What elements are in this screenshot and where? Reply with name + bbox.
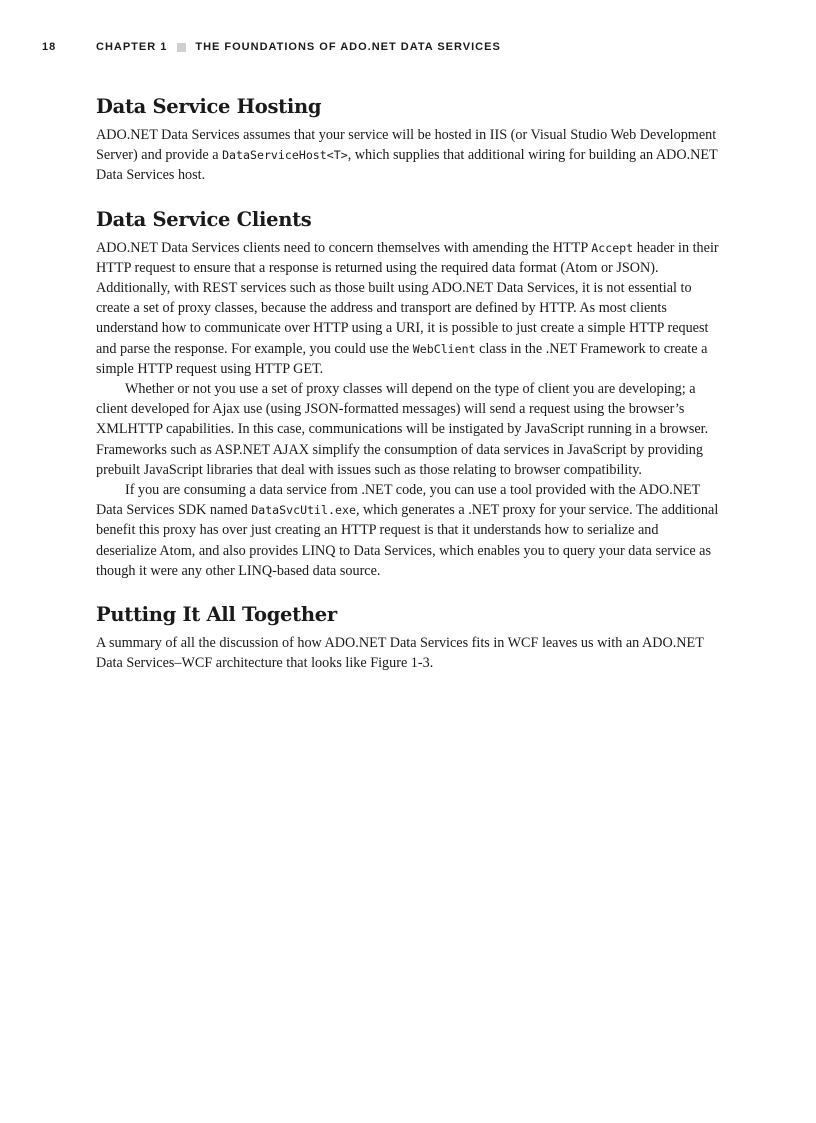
running-head xyxy=(42,41,501,53)
text-run: If you are consuming a data service from .NET code, you can use a tool provided with the ADO.NET Data Services SDK named xyxy=(96,482,701,519)
paragraph xyxy=(96,480,720,581)
page-body xyxy=(96,93,720,693)
section-putting-it-all-together xyxy=(96,601,720,673)
section-data-service-clients xyxy=(96,206,720,581)
paragraph: Whether or not you use a set of proxy classes will depend on the type of client you are developing; a client developed for Ajax use (using JSON-formatted messages) will send a request using the browser’s XMLHTTP capabilities. In this case, communications will be instigated by JavaScript running in a browser. Frameworks such as ASP.NET AJAX simplify the consumption of data services in JavaScript by providing prebuilt JavaScript libraries that deal with issues such as those relating to browser compatibility. xyxy=(96,381,709,478)
separator-square-icon xyxy=(177,43,186,52)
page-number: 18 xyxy=(42,41,57,53)
inline-code: DataServiceHost<T> xyxy=(222,148,348,163)
paragraph: A summary of all the discussion of how ADO.NET Data Services fits in WCF leaves us with an ADO.NET Data Services–WCF architecture that looks like Figure 1-3. xyxy=(96,635,704,672)
inline-code: WebClient xyxy=(412,341,476,356)
text-run: header in their HTTP request to ensure that a response is returned using the required data format (Atom or JSON). Additionally, with REST services such as those built using ADO.NET Data Services, it is not essential to create a set of proxy classes, because the address and transport are defined by HTTP. As most clients understand how to communicate over HTTP using a URI, it is possible to just create a simple HTTP request and parse the response. For example, you could use the xyxy=(96,239,719,357)
text-run: , which supplies that additional wiring for building an ADO.NET Data Services host. xyxy=(96,147,718,184)
section-heading: Data Service Clients xyxy=(96,207,312,231)
section-data-service-hosting xyxy=(96,93,720,186)
inline-code: DataSvcUtil.exe xyxy=(251,503,356,518)
text-run: , which generates a .NET proxy for your service. The additional benefit this proxy has over just creating an HTTP request is that it understands how to serialize and deserialize Atom, and also provides LINQ to Data Services, which enables you to query your data service as though it were any other LINQ-based data source. xyxy=(96,502,719,579)
paragraph xyxy=(96,125,720,186)
inline-code: Accept xyxy=(591,240,634,255)
text-run: class in the .NET Framework to create a simple HTTP request using HTTP GET. xyxy=(96,340,708,377)
text-run: ADO.NET Data Services assumes that your service will be hosted in IIS (or Visual Studio Web Development Server) and provide a xyxy=(96,127,717,164)
section-heading: Putting It All Together xyxy=(96,603,337,627)
paragraph xyxy=(96,238,720,379)
section-heading: Data Service Hosting xyxy=(96,95,322,118)
chapter-label: CHAPTER 1 xyxy=(96,41,168,53)
chapter-title: THE FOUNDATIONS OF ADO.NET DATA SERVICES xyxy=(195,41,501,53)
text-run: ADO.NET Data Services clients need to concern themselves with amending the HTTP xyxy=(96,239,592,256)
